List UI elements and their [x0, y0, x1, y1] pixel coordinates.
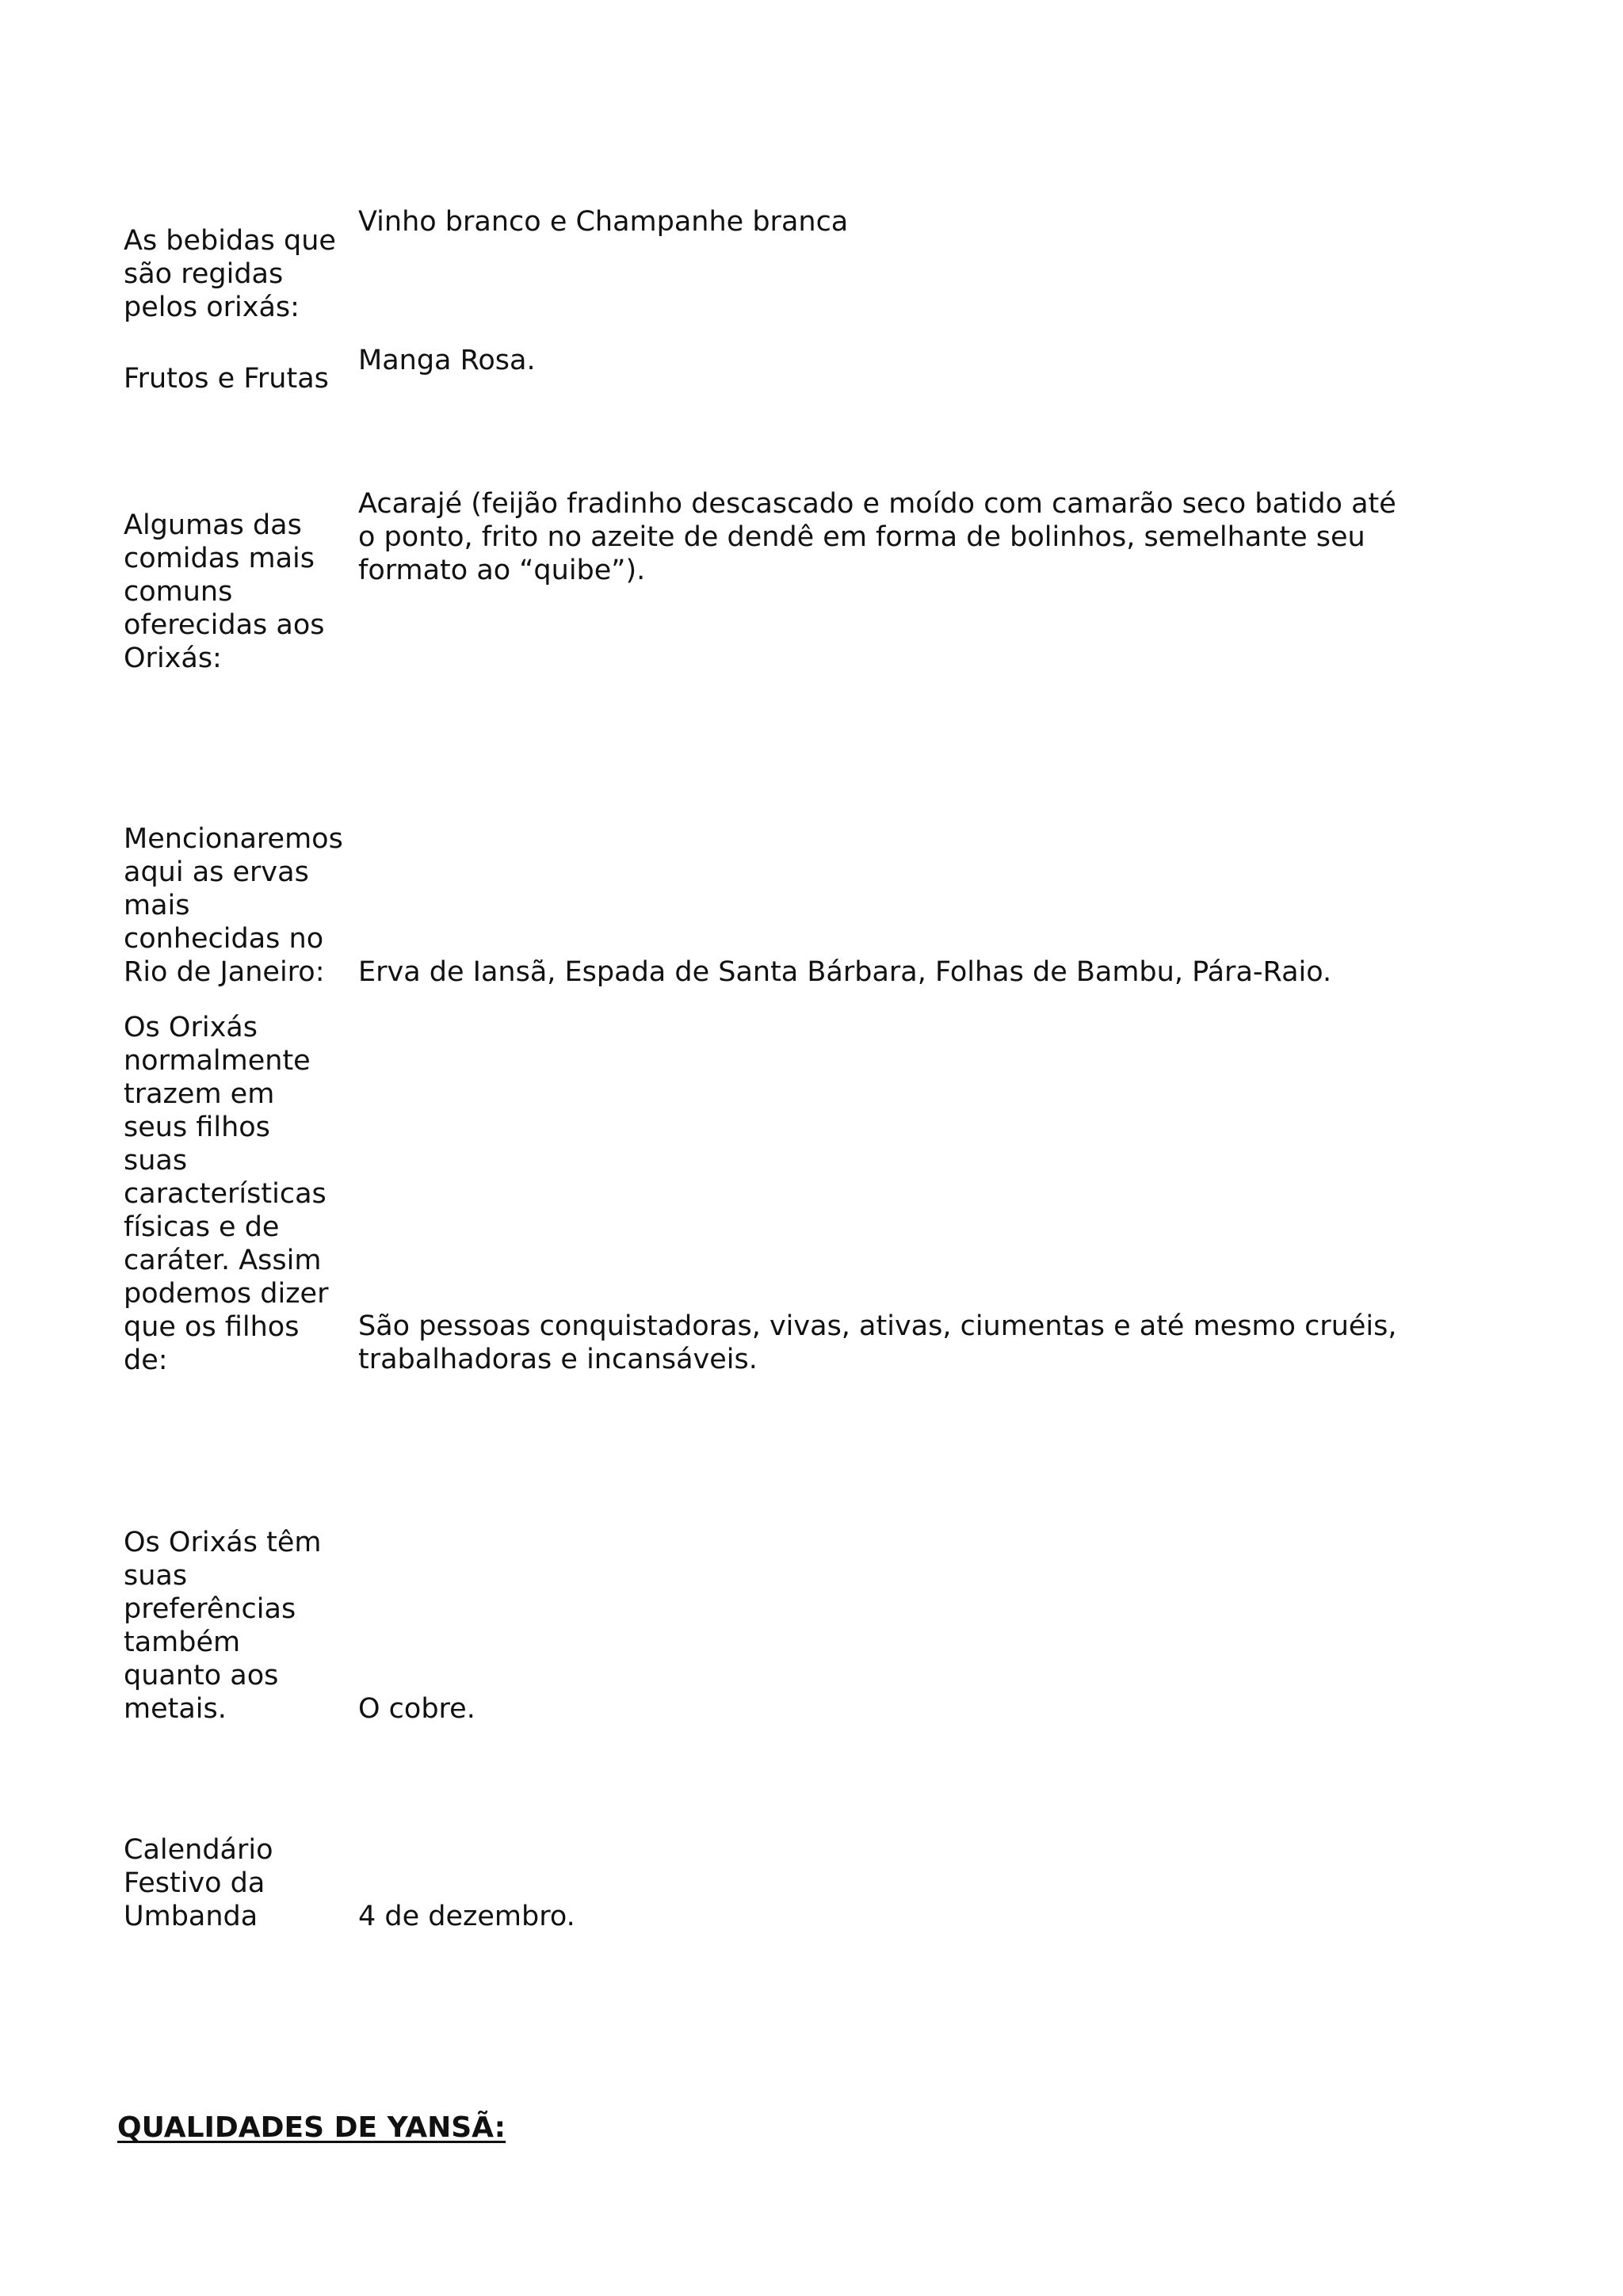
row-value-frutos: Manga Rosa.: [358, 345, 536, 376]
row-label-filhos: Os Orixás normalmente trazem em seus filhos suas características físicas e de caráter. Assim podemos dizer que os filhos de:: [124, 1012, 329, 1376]
row-value-comidas: Acarajé (feijão fradinho descascado e moído com camarão seco batido até o ponto, frito no azeite de dendê em forma de bolinhos, semelhante seu formato ao “quibe”).: [358, 488, 1396, 586]
row-label-frutos: Frutos e Frutas: [124, 363, 329, 395]
row-label-comidas: Algumas das comidas mais comuns oferecidas aos Orixás:: [124, 509, 325, 674]
section-heading: QUALIDADES DE YANSÃ:: [117, 2111, 506, 2144]
row-value-ervas: Erva de Iansã, Espada de Santa Bárbara, Folhas de Bambu, Pára-Raio.: [358, 956, 1332, 988]
row-label-metais: Os Orixás têm suas preferências também quanto aos metais.: [124, 1527, 322, 1725]
row-label-ervas: Mencionaremos aqui as ervas mais conhecidas no Rio de Janeiro:: [124, 823, 343, 988]
row-label-calendario: Calendário Festivo da Umbanda: [124, 1834, 273, 1932]
row-value-calendario: 4 de dezembro.: [358, 1901, 575, 1932]
row-label-bebidas: As bebidas que são regidas pelos orixás:: [124, 225, 336, 323]
row-value-metais: O cobre.: [358, 1693, 475, 1725]
row-value-filhos: São pessoas conquistadoras, vivas, ativas, ciumentas e até mesmo cruéis, trabalhadoras e incansáveis.: [358, 1310, 1397, 1375]
row-value-bebidas: Vinho branco e Champanhe branca: [358, 206, 849, 238]
